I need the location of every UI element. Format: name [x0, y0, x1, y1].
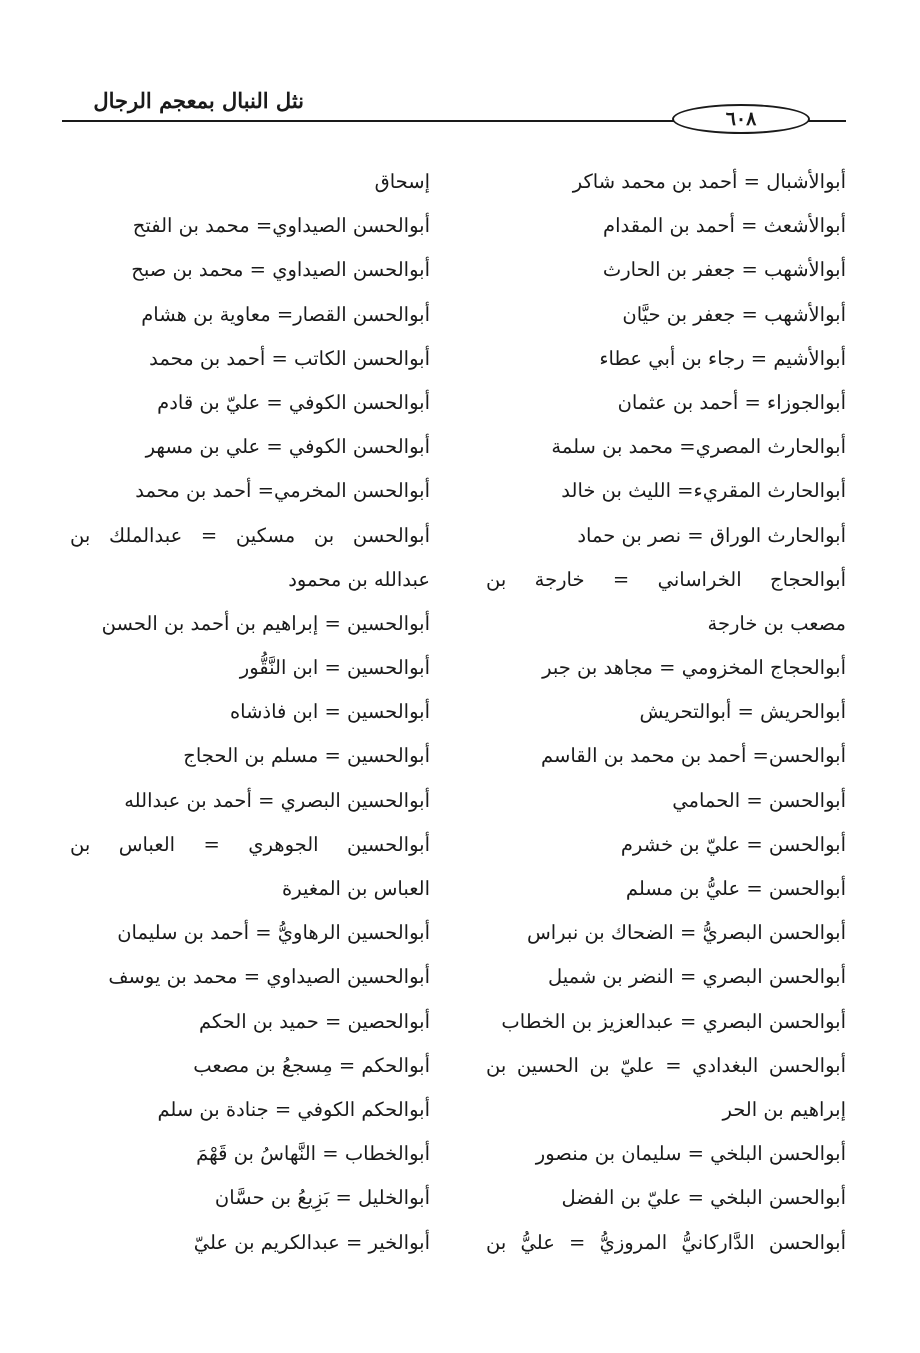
entry-line: أبوالحسين الصيداوي = محمد بن يوسف — [108, 965, 430, 989]
entry-line: أبوالحسين الرهاويُّ = أحمد بن سليمان — [117, 921, 430, 945]
entry-line: أبوالحسن البصري = النضر بن شميل — [547, 965, 846, 989]
right-column — [486, 160, 846, 1265]
entry-line: أبوالحجاج الخراساني = خارجة بن — [486, 567, 846, 591]
entry-line: أبوالحسين = ابن فاذشاه — [229, 700, 430, 724]
entry-line: أبوالحسن المخرمي= أحمد بن محمد — [135, 479, 430, 503]
entry-line: أبوالأشيم = رجاء بن أبي عطاء — [599, 346, 846, 370]
entry-line: أبوالحسين = مسلم بن الحجاج — [183, 744, 430, 768]
entry-line: مصعب بن خارجة — [707, 611, 846, 635]
book-title: نثل النبال بمعجم الرجال — [93, 88, 304, 113]
entry-line: أبوالحسن البلخي = سليمان بن منصور — [535, 1142, 846, 1166]
entry-line: أبوالحسن الصيداوي = محمد بن صبح — [131, 258, 430, 282]
entry-line: أبوالحارث المصري= محمد بن سلمة — [551, 435, 846, 459]
entry-line: أبوالحسن الكاتب = أحمد بن محمد — [149, 346, 430, 370]
entry-line: أبوالحسن الكوفي = علي بن مسهر — [145, 435, 430, 459]
entry-line: أبوالحسن = عليُّ بن مسلم — [625, 877, 846, 900]
entry-line: أبوالحسن القصار= معاوية بن هشام — [141, 302, 430, 326]
entry-line: أبوالحريش = أبوالتحريش — [639, 700, 846, 724]
entry-line: أبوالحسين الجوهري = العباس بن — [70, 832, 430, 856]
entry-line: أبوالحصين = حميد بن الحكم — [198, 1009, 430, 1033]
entry-line: أبوالحسن الدَّاركانيُّ المروزيُّ = عليُّ بن — [486, 1230, 846, 1254]
entry-line: إسحاق — [374, 170, 430, 193]
left-column — [70, 160, 430, 1265]
entry-line: أبوالحسين = إبراهيم بن أحمد بن الحسن — [101, 611, 430, 635]
entry-line: أبوالحسن الكوفي = عليّ بن قادم — [157, 390, 430, 414]
page-header — [62, 86, 846, 130]
entry-line: أبوالأشهب = جعفر بن الحارث — [602, 258, 846, 282]
entry-line: أبوالخليل = بَزِيعُ بن حسَّان — [214, 1186, 430, 1210]
entry-line: أبوالحسن= أحمد بن محمد بن القاسم — [541, 744, 846, 768]
entry-line: عبدالله بن محمود — [288, 567, 430, 591]
page-number: ٦٠٨ — [672, 104, 810, 134]
entry-line: أبوالحارث الوراق = نصر بن حماد — [577, 523, 846, 547]
entry-line: إبراهيم بن الحر — [722, 1097, 846, 1121]
entry-line: أبوالحارث المقريء= الليث بن خالد — [561, 479, 846, 503]
entry-line: أبوالحكم = مِسجعُ بن مصعب — [193, 1053, 430, 1077]
entry-line: أبوالحكم الكوفي = جنادة بن سلم — [157, 1097, 430, 1121]
entry-line: أبوالأشعث = أحمد بن المقدام — [603, 214, 846, 238]
entry-line: العباس بن المغيرة — [282, 877, 430, 900]
entry-line: أبوالخير = عبدالكريم بن عليّ — [193, 1230, 430, 1254]
entry-line: أبوالحسن البغدادي = عليّ بن الحسين بن — [486, 1053, 846, 1077]
entry-line: أبوالأشهب = جعفر بن حيَّان — [622, 302, 846, 326]
entry-line: أبوالحجاج المخزومي = مجاهد بن جبر — [542, 656, 846, 680]
entry-line: أبوالحسين = ابن النَّقُّور — [239, 656, 430, 680]
entry-line: أبوالأشبال = أحمد بن محمد شاكر — [572, 170, 846, 193]
entry-line: أبوالحسين البصري = أحمد بن عبدالله — [124, 788, 430, 812]
entry-line: أبوالحسن البصري = عبدالعزيز بن الخطاب — [501, 1009, 846, 1033]
entry-line: أبوالحسن = عليّ بن خشرم — [620, 832, 846, 856]
entry-line: أبوالحسن بن مسكين = عبدالملك بن — [70, 523, 430, 547]
entry-line: أبوالحسن = الحمامي — [672, 788, 846, 812]
entry-line: أبوالحسن البصريُّ = الضحاك بن نبراس — [526, 921, 846, 945]
entry-line: أبوالحسن الصيداوي= محمد بن الفتح — [132, 214, 430, 238]
entry-line: أبوالخطاب = النَّهاسُ بن قَهْمَ — [196, 1142, 430, 1166]
entry-line: أبوالحسن البلخي = عليّ بن الفضل — [561, 1186, 846, 1210]
entry-line: أبوالجوزاء = أحمد بن عثمان — [617, 390, 846, 414]
